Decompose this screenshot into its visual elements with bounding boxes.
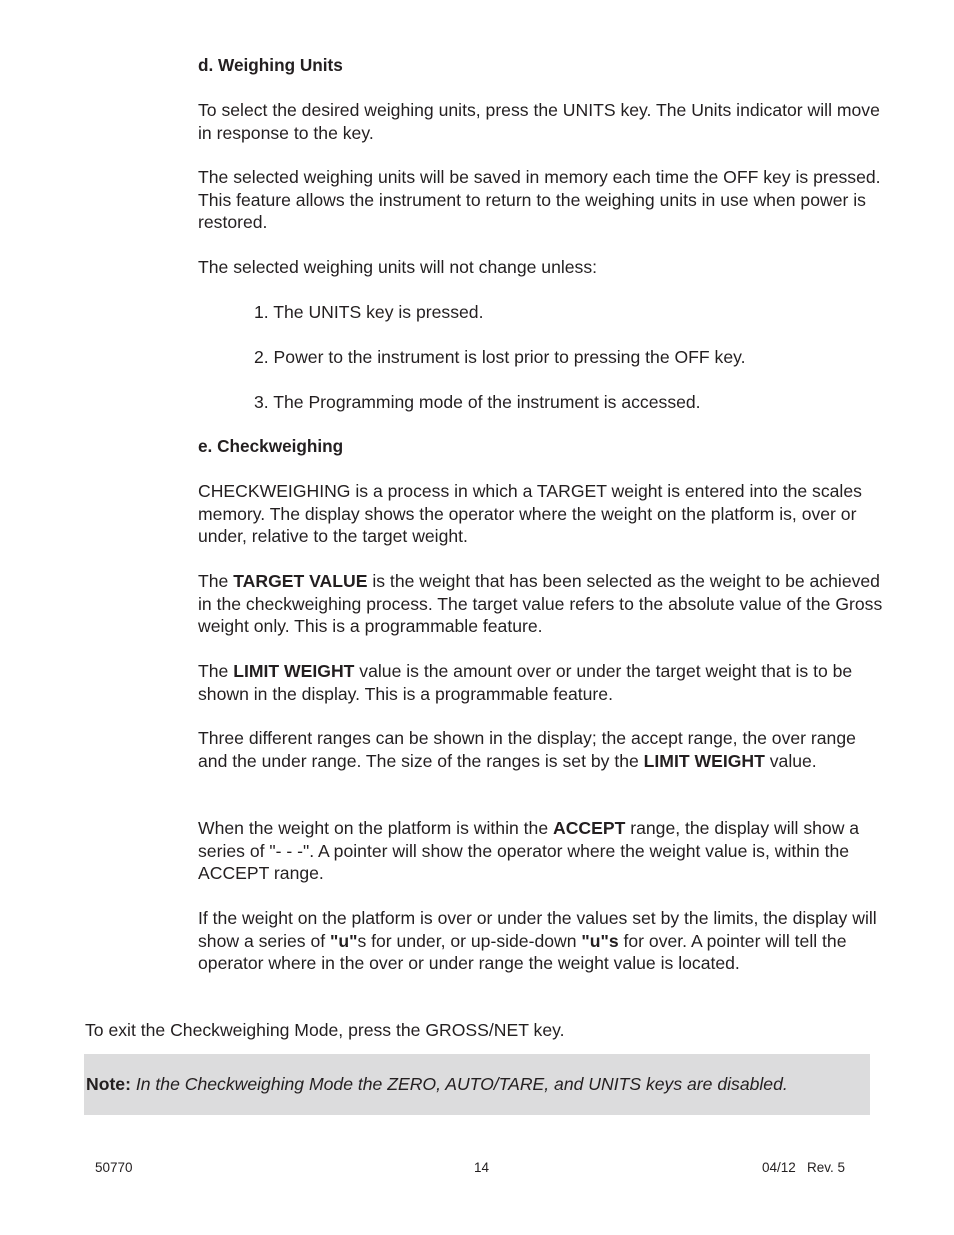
note-box — [84, 1054, 870, 1115]
footer-revision: 04/12 Rev. 5 — [762, 1160, 846, 1175]
target-value-term: TARGET VALUE — [233, 571, 368, 591]
section-d-paragraph-1: To select the desired weighing units, press the UNITS key. The Units indicator will move in response to the key. — [198, 100, 880, 143]
section-d-paragraph-2: The selected weighing units will be saved in memory each time the OFF key is pressed. This feature allows the instrument to return to the weighing units in use when power is restored. — [198, 167, 881, 232]
note-label: Note: — [86, 1074, 131, 1094]
limit-weight-term: LIMIT WEIGHT — [643, 750, 765, 771]
u-term: "u" — [330, 930, 358, 951]
target-value-paragraph: The TARGET VALUE is the weight that has been selected as the weight to be achieved in the checkweighing process. The target value refers to the absolute value of the Gross weight only. This is a programmable feature. — [198, 571, 883, 636]
note-text — [86, 1073, 866, 1096]
footer-page-number: 14 — [474, 1160, 490, 1175]
section-d-heading: d. Weighing Units — [198, 55, 343, 75]
exit-instruction: To exit the Checkweighing Mode, press the GROSS/NET key. — [85, 1020, 565, 1040]
list-item: 1. The UNITS key is pressed. — [254, 302, 484, 322]
note-body: In the Checkweighing Mode the ZERO, AUTO/TARE, and UNITS keys are disabled. — [130, 1074, 788, 1094]
over-under-paragraph: If the weight on the platform is over or under the values set by the limits, the display will show a series of "u"s for under, or up-side-down "u"s for over. A pointer will tell the operator where in the over or under range the weight value is located. — [198, 908, 877, 973]
footer-doc-number: 50770 — [95, 1160, 133, 1175]
section-e-heading: e. Checkweighing — [198, 436, 344, 456]
accept-term: ACCEPT — [553, 818, 626, 838]
upside-down-u-term: "u"s — [581, 930, 619, 951]
accept-range-paragraph: When the weight on the platform is within the ACCEPT range, the display will show a series of "- - -". A pointer will show the operator where the weight value is, within the ACCEPT range. — [198, 818, 860, 883]
list-item: 2. Power to the instrument is lost prior to pressing the OFF key. — [254, 347, 746, 367]
section-e-paragraph-1: CHECKWEIGHING is a process in which a TARGET weight is entered into the scales memory. The display shows the operator where the weight on the platform is, over or under, relative to the target weight. — [198, 481, 862, 546]
ranges-paragraph: Three different ranges can be shown in the display; the accept range, the over range and the under range. The size of the ranges is set by the LIMIT WEIGHT value. — [198, 728, 856, 771]
list-item: 3. The Programming mode of the instrument is accessed. — [254, 392, 701, 412]
section-d-paragraph-3: The selected weighing units will not change unless: — [198, 257, 598, 277]
limit-weight-term: LIMIT WEIGHT — [233, 661, 355, 681]
limit-weight-paragraph: The LIMIT WEIGHT value is the amount over or under the target weight that is to be shown in the display. This is a programmable feature. — [198, 661, 853, 704]
